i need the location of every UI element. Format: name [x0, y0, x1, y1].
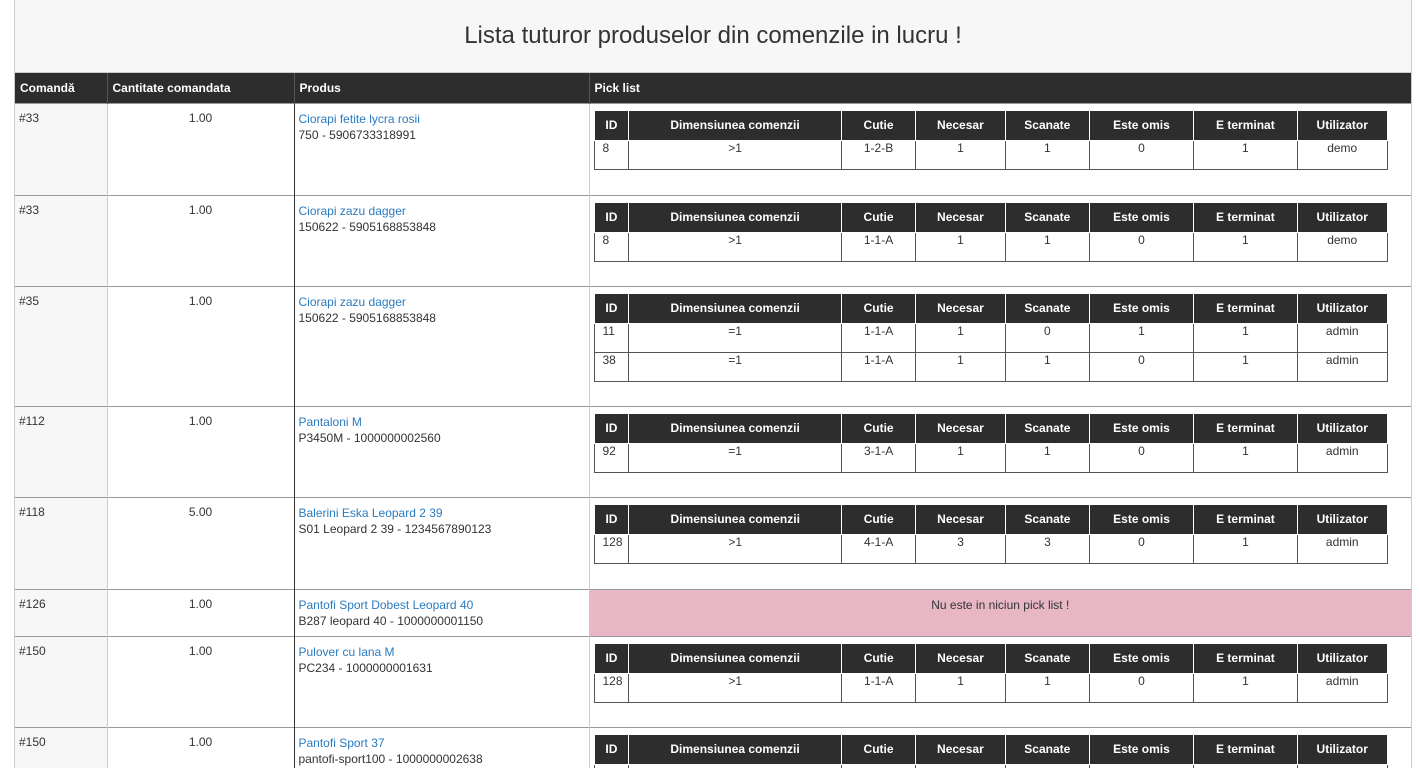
product-cell: [294, 195, 589, 286]
pick-row: [594, 323, 1387, 352]
pick-header-row: [594, 734, 1387, 764]
pick-omitted: [1090, 764, 1194, 768]
product-link[interactable]: Pulover cu lana M: [298, 644, 395, 659]
pick-size: >1: [629, 140, 842, 169]
pick-user: demo: [1297, 140, 1387, 169]
table-row: [15, 727, 1411, 768]
pick-col-header-needed: Necesar: [916, 293, 1005, 323]
product-code: pantofi-sport100 - 1000000002638: [298, 751, 483, 766]
pick-col-header-done: E terminat: [1193, 734, 1297, 764]
pick-col-header-user: Utilizator: [1297, 504, 1387, 534]
pick-col-header-scanned: Scanate: [1005, 293, 1089, 323]
pick-col-header-omitted: Este omis: [1090, 293, 1194, 323]
pick-col-header-box: Cutie: [841, 293, 915, 323]
pick-needed: 1: [916, 140, 1005, 169]
ordered-quantity: 1.00: [107, 286, 294, 406]
col-header-order[interactable]: Comandă: [15, 73, 107, 103]
pick-list-cell: [589, 195, 1411, 286]
pick-user: admin: [1297, 673, 1387, 702]
ordered-quantity: 1.00: [107, 636, 294, 727]
pick-done: 1: [1193, 232, 1297, 261]
ordered-quantity: 1.00: [107, 589, 294, 636]
pick-box: 1-1-A: [841, 232, 915, 261]
order-number: #112: [15, 406, 107, 497]
pick-col-header-done: E terminat: [1193, 110, 1297, 140]
pick-col-header-needed: Necesar: [916, 202, 1005, 232]
pick-list-table: [594, 293, 1388, 382]
pick-col-header-omitted: Este omis: [1090, 413, 1194, 443]
pick-done: 1: [1193, 443, 1297, 472]
ordered-quantity: 1.00: [107, 195, 294, 286]
pick-needed: 1: [916, 232, 1005, 261]
pick-needed: 1: [916, 323, 1005, 352]
product-link[interactable]: Ciorapi zazu dagger: [298, 203, 406, 218]
pick-col-header-id: ID: [594, 293, 629, 323]
pick-col-header-needed: Necesar: [916, 110, 1005, 140]
pick-box: [841, 764, 915, 768]
pick-id: 128: [594, 534, 629, 563]
table-row: [15, 406, 1411, 497]
pick-col-header-done: E terminat: [1193, 413, 1297, 443]
ordered-quantity: 5.00: [107, 497, 294, 589]
pick-header-row: [594, 202, 1387, 232]
pick-user: admin: [1297, 323, 1387, 352]
ordered-quantity: 1.00: [107, 103, 294, 195]
table-header-row: [15, 73, 1411, 103]
pick-col-header-id: ID: [594, 413, 629, 443]
pick-size: >1: [629, 232, 842, 261]
pick-col-header-user: Utilizator: [1297, 110, 1387, 140]
pick-col-header-size: Dimensiunea comenzii: [629, 293, 842, 323]
pick-user: admin: [1297, 534, 1387, 563]
product-code: PC234 - 1000000001631: [298, 660, 433, 675]
pick-col-header-scanned: Scanate: [1005, 643, 1089, 673]
title-bar: [15, 0, 1411, 73]
pick-header-row: [594, 643, 1387, 673]
pick-col-header-scanned: Scanate: [1005, 734, 1089, 764]
product-code: P3450M - 1000000002560: [298, 430, 441, 445]
pick-list-table: [594, 643, 1388, 703]
pick-done: 1: [1193, 352, 1297, 381]
pick-needed: 3: [916, 534, 1005, 563]
table-row: [15, 636, 1411, 727]
pick-list-table: [594, 413, 1388, 473]
pick-size: >1: [629, 673, 842, 702]
product-code: 750 - 5906733318991: [298, 127, 416, 142]
pick-col-header-omitted: Este omis: [1090, 504, 1194, 534]
pick-omitted: 0: [1090, 232, 1194, 261]
pick-scanned: 1: [1005, 673, 1089, 702]
pick-omitted: 0: [1090, 673, 1194, 702]
pick-done: 1: [1193, 323, 1297, 352]
pick-col-header-box: Cutie: [841, 110, 915, 140]
pick-col-header-needed: Necesar: [916, 643, 1005, 673]
pick-col-header-box: Cutie: [841, 413, 915, 443]
pick-done: 1: [1193, 673, 1297, 702]
order-number: #150: [15, 636, 107, 727]
table-row: [15, 103, 1411, 195]
pick-id: [594, 764, 629, 768]
order-number: #118: [15, 497, 107, 589]
ordered-quantity: 1.00: [107, 727, 294, 768]
pick-col-header-done: E terminat: [1193, 504, 1297, 534]
pick-col-header-box: Cutie: [842, 504, 916, 534]
pick-omitted: 0: [1090, 534, 1194, 563]
pick-row: [594, 764, 1387, 768]
product-code: 150622 - 5905168853848: [298, 219, 436, 234]
pick-user: [1297, 764, 1387, 768]
pick-col-header-user: Utilizator: [1297, 643, 1387, 673]
pick-box: 3-1-A: [841, 443, 915, 472]
pick-user: admin: [1297, 443, 1387, 472]
pick-row: [594, 673, 1387, 702]
pick-size: =1: [629, 352, 842, 381]
pick-row: [594, 352, 1387, 381]
pick-header-row: [594, 293, 1387, 323]
product-cell: [294, 286, 589, 406]
table-row: [15, 589, 1411, 636]
pick-list-table: [594, 202, 1388, 262]
pick-id: 38: [594, 352, 629, 381]
col-header-product[interactable]: Produs: [294, 73, 589, 103]
ordered-quantity: 1.00: [107, 406, 294, 497]
pick-box: 1-2-B: [841, 140, 915, 169]
product-cell: [294, 406, 589, 497]
pick-row: [594, 534, 1387, 563]
pick-col-header-scanned: Scanate: [1005, 413, 1089, 443]
pick-user: demo: [1297, 232, 1387, 261]
pick-col-header-size: Dimensiunea comenzii: [629, 413, 842, 443]
pick-omitted: 0: [1090, 443, 1194, 472]
pick-col-header-user: Utilizator: [1297, 202, 1387, 232]
col-header-qty[interactable]: Cantitate comandata: [107, 73, 294, 103]
pick-scanned: [1005, 764, 1089, 768]
page-frame: [14, 0, 1412, 768]
page-title: Lista tuturor produselor din comenzile in lucru !: [464, 22, 962, 49]
product-link[interactable]: Pantofi Sport Dobest Leopard 40: [298, 597, 474, 612]
pick-done: 1: [1193, 534, 1297, 563]
pick-col-header-scanned: Scanate: [1005, 202, 1089, 232]
order-number: #35: [15, 286, 107, 406]
pick-box: 4-1-A: [842, 534, 916, 563]
pick-col-header-scanned: Scanate: [1005, 110, 1089, 140]
pick-box: 1-1-A: [841, 323, 915, 352]
table-row: [15, 497, 1411, 589]
product-code: 150622 - 5905168853848: [298, 310, 436, 325]
pick-col-header-user: Utilizator: [1297, 734, 1387, 764]
pick-col-header-id: ID: [594, 643, 629, 673]
pick-col-header-box: Cutie: [842, 643, 916, 673]
pick-col-header-scanned: Scanate: [1005, 504, 1089, 534]
pick-col-header-box: Cutie: [841, 734, 915, 764]
pick-col-header-user: Utilizator: [1297, 413, 1387, 443]
pick-user: admin: [1297, 352, 1387, 381]
pick-list-cell: [589, 727, 1411, 768]
pick-row: [594, 232, 1387, 261]
product-cell: [294, 636, 589, 727]
pick-needed: 1: [916, 352, 1005, 381]
product-link[interactable]: Balerini Eska Leopard 2 39: [298, 505, 443, 520]
product-link[interactable]: Ciorapi fetite lycra rosii: [298, 111, 420, 126]
pick-id: 8: [594, 232, 629, 261]
pick-col-header-needed: Necesar: [916, 734, 1005, 764]
pick-col-header-needed: Necesar: [916, 413, 1005, 443]
pick-col-header-size: Dimensiunea comenzii: [629, 643, 842, 673]
product-link[interactable]: Pantaloni M: [298, 414, 362, 429]
pick-box: 1-1-A: [841, 352, 915, 381]
pick-col-header-user: Utilizator: [1297, 293, 1387, 323]
order-number: #150: [15, 727, 107, 768]
order-number: #33: [15, 195, 107, 286]
pick-col-header-id: ID: [594, 110, 629, 140]
pick-scanned: 3: [1005, 534, 1089, 563]
pick-size: >1: [629, 534, 842, 563]
col-header-pick[interactable]: Pick list: [589, 73, 1411, 103]
pick-scanned: 0: [1005, 323, 1089, 352]
pick-scanned: 1: [1005, 443, 1089, 472]
pick-id: 128: [594, 673, 629, 702]
pick-header-row: [594, 110, 1387, 140]
pick-needed: 1: [916, 673, 1005, 702]
pick-col-header-done: E terminat: [1193, 202, 1297, 232]
pick-list-cell: [589, 406, 1411, 497]
pick-header-row: [594, 504, 1387, 534]
pick-col-header-size: Dimensiunea comenzii: [629, 734, 842, 764]
pick-col-header-id: ID: [594, 504, 629, 534]
pick-col-header-needed: Necesar: [916, 504, 1005, 534]
pick-col-header-size: Dimensiunea comenzii: [629, 110, 842, 140]
pick-scanned: 1: [1005, 232, 1089, 261]
product-cell: [294, 727, 589, 768]
pick-row: [594, 140, 1387, 169]
product-cell: [294, 103, 589, 195]
pick-done: [1193, 764, 1297, 768]
pick-list-table: [594, 110, 1388, 170]
pick-col-header-omitted: Este omis: [1090, 643, 1194, 673]
pick-list-cell: [589, 103, 1411, 195]
no-pick-list-message: Nu este in niciun pick list !: [589, 589, 1411, 636]
product-link[interactable]: Pantofi Sport 37: [298, 735, 385, 750]
pick-col-header-omitted: Este omis: [1090, 202, 1194, 232]
pick-list-table: [594, 734, 1388, 768]
product-link[interactable]: Ciorapi zazu dagger: [298, 294, 406, 309]
product-code: S01 Leopard 2 39 - 1234567890123: [298, 521, 492, 536]
pick-id: 92: [594, 443, 629, 472]
pick-col-header-omitted: Este omis: [1090, 734, 1194, 764]
pick-list-cell: [589, 286, 1411, 406]
pick-list-table: [594, 504, 1388, 564]
pick-header-row: [594, 413, 1387, 443]
pick-needed: 1: [916, 443, 1005, 472]
products-table: [15, 73, 1412, 768]
product-cell: [294, 497, 589, 589]
pick-id: 8: [594, 140, 629, 169]
pick-list-cell: [589, 636, 1411, 727]
pick-id: 11: [594, 323, 629, 352]
pick-col-header-omitted: Este omis: [1090, 110, 1194, 140]
pick-col-header-size: Dimensiunea comenzii: [629, 202, 842, 232]
order-number: #126: [15, 589, 107, 636]
pick-col-header-box: Cutie: [841, 202, 915, 232]
product-code: B287 leopard 40 - 1000000001150: [298, 613, 484, 628]
pick-omitted: 0: [1090, 352, 1194, 381]
pick-needed: [916, 764, 1005, 768]
table-row: [15, 195, 1411, 286]
pick-list-cell: [589, 497, 1411, 589]
pick-size: =1: [629, 443, 842, 472]
table-row: [15, 286, 1411, 406]
order-number: #33: [15, 103, 107, 195]
product-cell: [294, 589, 589, 636]
pick-col-header-id: ID: [594, 202, 629, 232]
pick-box: 1-1-A: [842, 673, 916, 702]
pick-col-header-done: E terminat: [1193, 643, 1297, 673]
pick-size: [629, 764, 842, 768]
pick-row: [594, 443, 1387, 472]
pick-size: =1: [629, 323, 842, 352]
pick-scanned: 1: [1005, 140, 1089, 169]
pick-col-header-id: ID: [594, 734, 629, 764]
pick-omitted: 0: [1090, 140, 1194, 169]
pick-done: 1: [1193, 140, 1297, 169]
pick-col-header-size: Dimensiunea comenzii: [629, 504, 842, 534]
pick-col-header-done: E terminat: [1193, 293, 1297, 323]
pick-omitted: 1: [1090, 323, 1194, 352]
pick-scanned: 1: [1005, 352, 1089, 381]
